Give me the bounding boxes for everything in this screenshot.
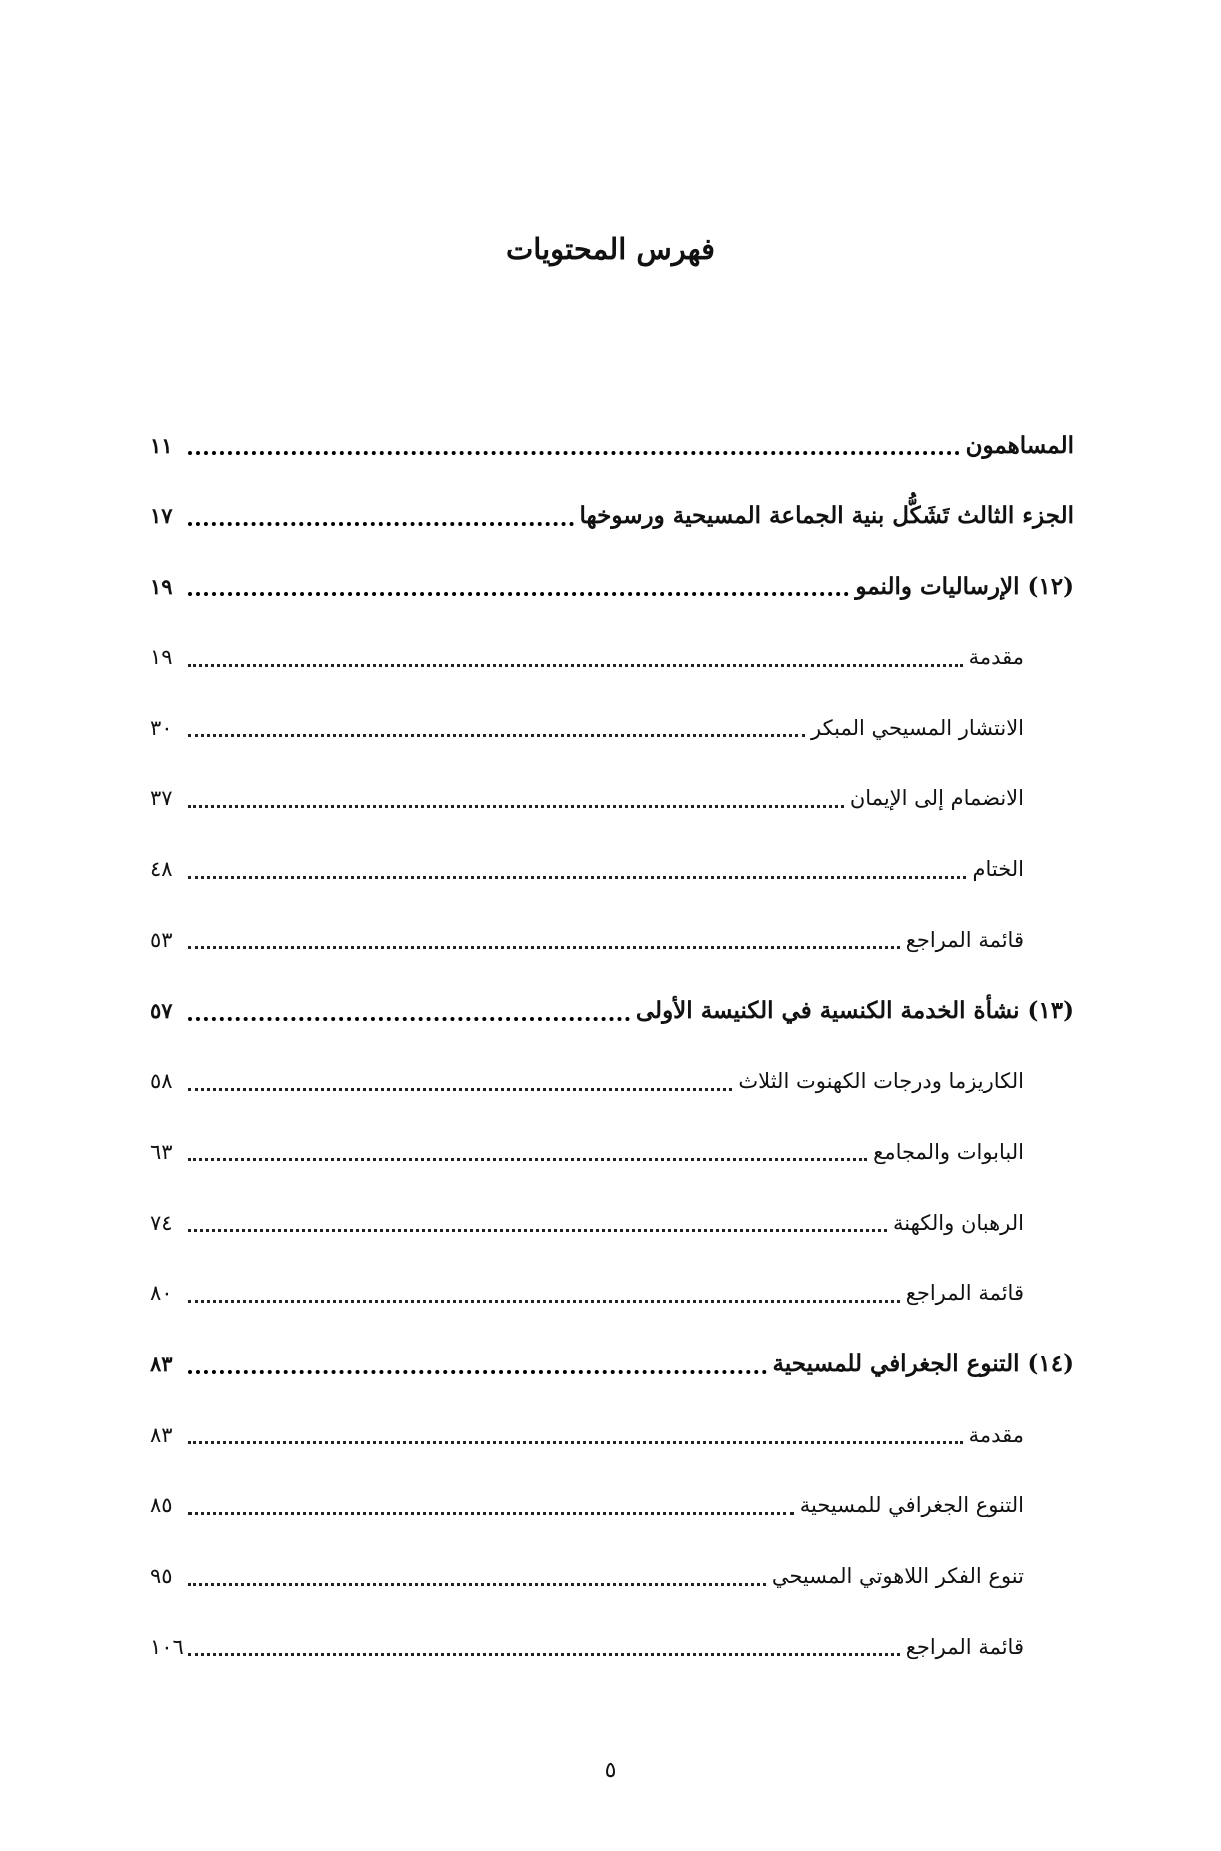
toc-page-number: ١٩ [150,573,173,599]
dot-leader [188,451,960,455]
dot-leader [188,1017,630,1021]
toc-entry-label: الرهبان والكهنة [893,1210,1024,1235]
toc-page-number: ١٩ [150,645,173,670]
dot-leader [188,1300,900,1303]
toc-entry-label: البابوات والمجامع [873,1139,1024,1164]
toc-page-number: ٥٧ [150,998,173,1023]
dot-leader [188,522,574,526]
dot-leader [188,946,900,949]
toc-entry-label: مقدمة [968,1422,1024,1447]
toc-subentry [150,849,1074,889]
dot-leader [188,876,966,879]
toc-page-number: ١٠٦ [150,1634,184,1659]
toc-page-number: ٤٨ [150,857,173,882]
toc-page-number: ٦٣ [150,1139,173,1164]
toc-page-number: ٣٠ [150,715,173,740]
toc-entry-label: مقدمة [968,645,1024,670]
dot-leader [188,734,805,737]
toc-entry-label: الجزء الثالث تَشَكُّل بنية الجماعة المسيحية ورسوخها [579,502,1074,530]
dot-leader [188,1653,900,1656]
toc-subentry [150,778,1074,818]
dot-leader [188,1370,767,1374]
toc-entry-label: المساهمون [965,431,1074,459]
dot-leader [188,1158,867,1161]
toc-page-number: ١٧ [150,503,173,529]
dot-leader [188,1512,794,1515]
toc-page-number: ٧٤ [150,1210,173,1235]
page-number-footer: ٥ [604,1758,617,1783]
toc-entry [150,566,1074,606]
toc-entry-label: قائمة المراجع [905,1634,1024,1659]
toc-page-number: ٨٠ [150,1281,173,1306]
toc-page-number: ٥٨ [150,1069,173,1094]
toc-subentry [150,1627,1074,1667]
toc-page-number: ٣٧ [150,786,173,811]
toc-entry [150,496,1074,536]
dot-leader [188,805,844,808]
toc-entry-label: قائمة المراجع [905,927,1024,952]
dot-leader [188,664,963,667]
toc-entry-label: الكاريزما ودرجات الكهنوت الثلاث [738,1069,1024,1094]
toc-subentry [150,1273,1074,1313]
toc-subentry [150,1485,1074,1525]
toc-subentry [150,1415,1074,1455]
dot-leader [188,1229,887,1232]
toc-entry-label: الانتشار المسيحي المبكر [810,715,1024,740]
toc-entry-label: قائمة المراجع [905,1281,1024,1306]
table-of-contents [150,425,1074,1697]
toc-page-number: ١١ [150,432,173,458]
page-title: فهرس المحتويات [505,232,716,266]
toc-entry-label: تنوع الفكر اللاهوتي المسيحي [771,1564,1024,1588]
toc-entry [150,425,1074,465]
toc-entry [150,991,1074,1031]
toc-subentry [150,1132,1074,1172]
dot-leader [188,592,849,596]
dot-leader [188,1583,766,1586]
toc-page-number: ٨٣ [150,1422,173,1447]
toc-subentry [150,1061,1074,1101]
toc-entry-label: (١٣) نشأة الخدمة الكنسية في الكنيسة الأولى [635,997,1074,1024]
toc-entry-label: الانضمام إلى الإيمان [849,786,1024,811]
toc-page-number: ٩٥ [150,1564,173,1588]
dot-leader [188,1441,963,1444]
toc-subentry [150,1203,1074,1243]
toc-page-number: ٥٣ [150,927,173,952]
toc-entry-label: التنوع الجغرافي للمسيحية [799,1493,1024,1518]
dot-leader [188,1088,732,1091]
toc-subentry [150,637,1074,677]
toc-entry-label: الختام [972,857,1024,882]
toc-subentry [150,1556,1074,1596]
toc-entry-label: (١٢) الإرساليات والنمو [855,572,1074,600]
toc-subentry [150,708,1074,748]
toc-entry [150,1344,1074,1384]
toc-subentry [150,920,1074,960]
toc-entry-label: (١٤) التنوع الجغرافي للمسيحية [772,1350,1074,1378]
toc-page-number: ٨٣ [150,1351,173,1377]
toc-page-number: ٨٥ [150,1493,173,1518]
